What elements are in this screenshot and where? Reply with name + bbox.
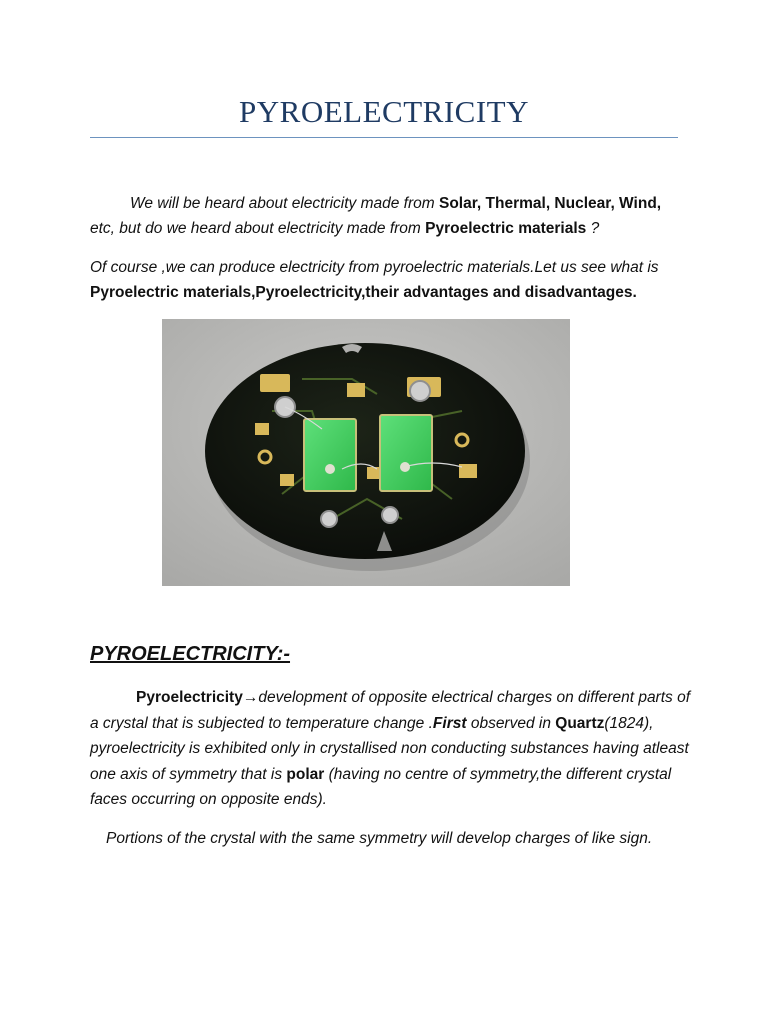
definition-term: Pyroelectricity xyxy=(136,689,243,706)
definition-first: First xyxy=(432,714,467,732)
intro-pyroelectric-materials: Pyroelectric materials xyxy=(425,220,587,237)
intro-energy-sources: Solar, Thermal, Nuclear, Wind, xyxy=(439,195,662,212)
intro2-paragraph xyxy=(90,255,690,305)
right-arrow-icon: → xyxy=(242,689,259,706)
intro-paragraph xyxy=(90,191,690,241)
intro-text-1: We will be heard about electricity made from xyxy=(130,195,439,212)
portions-paragraph xyxy=(90,826,690,851)
intro2-text-1: Of course ,we can produce electricity from pyroelectric materials.Let us see what is xyxy=(90,259,659,276)
definition-quartz: Quartz xyxy=(555,714,605,732)
title-underline-divider xyxy=(90,137,678,138)
intro-text-2: etc, but do we heard about electricity made from xyxy=(90,220,426,237)
portions-text: Portions of the crystal with the same symmetry will develop charges of like sign. xyxy=(106,830,653,847)
pyroelectric-sensor-photo xyxy=(162,319,570,586)
definition-text-3: (1824), pyroelectricity is exhibited only in crystallised non conducting substances having atleast one axis of symmetry that is xyxy=(90,714,689,783)
definition-paragraph xyxy=(90,685,690,813)
intro2-bold-topics: Pyroelectric materials,Pyroelectricity,their advantages and disadvantages. xyxy=(90,284,637,301)
page-title: PYROELECTRICITY xyxy=(239,94,529,129)
definition-text-1: development of opposite electrical charges on different parts of a crystal that is subjected to temperature change . xyxy=(90,689,691,732)
definition-polar: polar xyxy=(286,765,325,783)
definition-text-2: observed in xyxy=(466,714,556,732)
section-heading: PYROELECTRICITY:- xyxy=(90,643,291,665)
definition-text-4: (having no centre of symmetry,the different crystal faces occurring on opposite ends). xyxy=(90,765,672,808)
intro-text-3: ? xyxy=(586,220,600,237)
